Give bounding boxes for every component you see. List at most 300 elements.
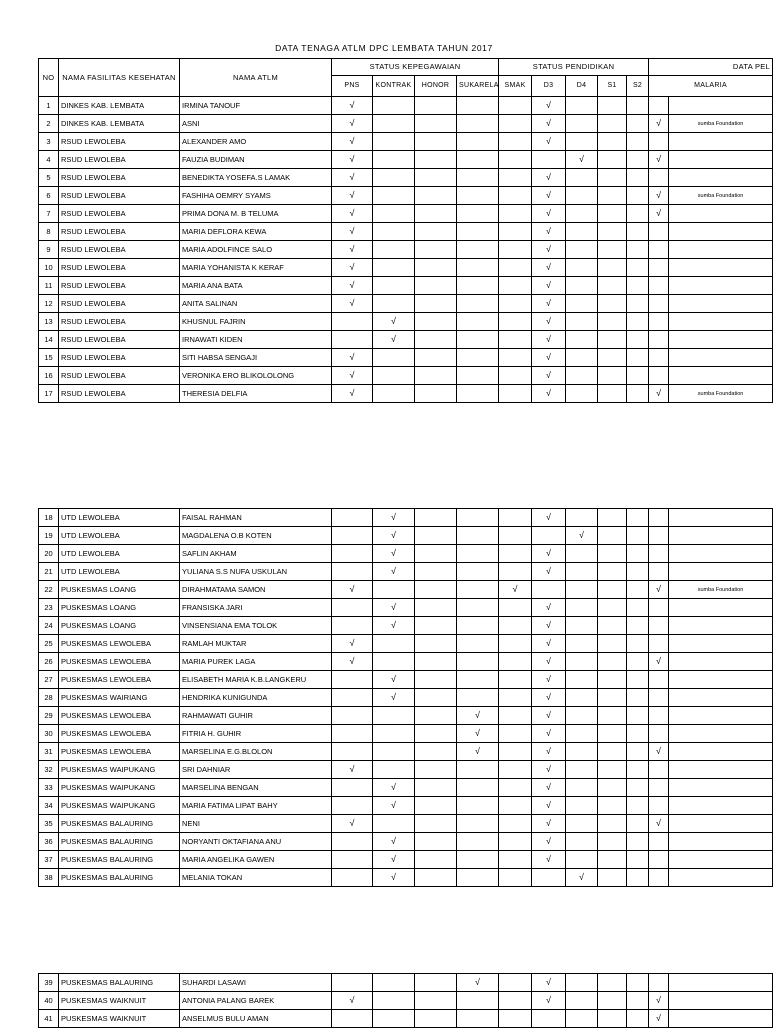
malaria-cell (649, 527, 669, 545)
s1-cell (598, 259, 627, 277)
header-name: NAMA ATLM (180, 59, 332, 97)
s2-cell (627, 295, 649, 313)
smak-cell (499, 205, 532, 223)
name-cell: FRANSISKA JARI (180, 599, 332, 617)
name-cell: ASNI (180, 115, 332, 133)
d4-cell (566, 671, 598, 689)
smak-cell (499, 599, 532, 617)
d3-check-mark: √ (532, 385, 566, 403)
kontrak-cell (373, 761, 415, 779)
note-cell (669, 617, 773, 635)
malaria-check-mark: √ (649, 1010, 669, 1028)
s2-cell (627, 974, 649, 992)
honor-cell (415, 833, 457, 851)
note-cell (669, 761, 773, 779)
row-number: 2 (39, 115, 59, 133)
kontrak-check-mark: √ (373, 833, 415, 851)
name-cell: KHUSNUL FAJRIN (180, 313, 332, 331)
name-cell: MARIA YOHANISTA K KERAF (180, 259, 332, 277)
smak-cell (499, 115, 532, 133)
row-number: 9 (39, 241, 59, 259)
name-cell: RAHMAWATI GUHIR (180, 707, 332, 725)
name-cell: MARIA ANA BATA (180, 277, 332, 295)
note-cell (669, 133, 773, 151)
table-row (39, 815, 773, 833)
sukarela-cell (457, 653, 499, 671)
row-number: 24 (39, 617, 59, 635)
s2-cell (627, 151, 649, 169)
d4-cell (566, 851, 598, 869)
smak-cell (499, 367, 532, 385)
d3-cell (532, 869, 566, 887)
sukarela-cell (457, 115, 499, 133)
s2-cell (627, 563, 649, 581)
s2-cell (627, 992, 649, 1010)
kontrak-cell (373, 349, 415, 367)
honor-cell (415, 599, 457, 617)
name-cell: FITRIA H. GUHIR (180, 725, 332, 743)
s1-cell (598, 851, 627, 869)
row-number: 14 (39, 331, 59, 349)
sukarela-cell (457, 367, 499, 385)
note-cell (669, 205, 773, 223)
honor-cell (415, 851, 457, 869)
facility-cell: PUSKESMAS WAIPUKANG (59, 797, 180, 815)
note-cell (669, 974, 773, 992)
kontrak-cell (373, 581, 415, 599)
header-sukarela: SUKARELA (457, 76, 499, 97)
malaria-cell (649, 833, 669, 851)
s1-cell (598, 599, 627, 617)
honor-cell (415, 992, 457, 1010)
honor-cell (415, 563, 457, 581)
malaria-cell (649, 974, 669, 992)
facility-cell: PUSKESMAS BALAURING (59, 833, 180, 851)
facility-cell: RSUD LEWOLEBA (59, 367, 180, 385)
staff-table-2 (38, 508, 773, 887)
s2-cell (627, 97, 649, 115)
d3-check-mark: √ (532, 205, 566, 223)
row-number: 17 (39, 385, 59, 403)
s1-cell (598, 689, 627, 707)
d3-check-mark: √ (532, 169, 566, 187)
sukarela-cell (457, 509, 499, 527)
d4-cell (566, 187, 598, 205)
malaria-cell (649, 689, 669, 707)
honor-cell (415, 151, 457, 169)
table-row (39, 725, 773, 743)
facility-cell: PUSKESMAS LEWOLEBA (59, 671, 180, 689)
row-number: 13 (39, 313, 59, 331)
d4-cell (566, 205, 598, 223)
table-row (39, 617, 773, 635)
smak-cell (499, 151, 532, 169)
name-cell: IRNAWATI KIDEN (180, 331, 332, 349)
d4-cell (566, 545, 598, 563)
s1-cell (598, 187, 627, 205)
malaria-cell (649, 169, 669, 187)
d4-cell (566, 331, 598, 349)
s2-cell (627, 815, 649, 833)
pns-check-mark: √ (332, 277, 373, 295)
table-row (39, 653, 773, 671)
row-number: 3 (39, 133, 59, 151)
row-number: 40 (39, 992, 59, 1010)
facility-cell: UTD LEWOLEBA (59, 509, 180, 527)
header-d4: D4 (566, 76, 598, 97)
sukarela-cell (457, 259, 499, 277)
smak-cell (499, 563, 532, 581)
table-row (39, 545, 773, 563)
header-kontrak: KONTRAK (373, 76, 415, 97)
d3-check-mark: √ (532, 761, 566, 779)
smak-cell (499, 974, 532, 992)
s2-cell (627, 205, 649, 223)
d3-check-mark: √ (532, 743, 566, 761)
s2-cell (627, 689, 649, 707)
smak-cell (499, 133, 532, 151)
sukarela-check-mark: √ (457, 974, 499, 992)
kontrak-cell (373, 653, 415, 671)
table-row (39, 851, 773, 869)
sukarela-cell (457, 761, 499, 779)
header-facility: NAMA FASILITAS KESEHATAN (59, 59, 180, 97)
smak-cell (499, 277, 532, 295)
s2-cell (627, 385, 649, 403)
honor-cell (415, 635, 457, 653)
d3-check-mark: √ (532, 313, 566, 331)
table-row (39, 869, 773, 887)
header-s2: S2 (627, 76, 649, 97)
table-row (39, 187, 773, 205)
kontrak-cell (373, 635, 415, 653)
s2-cell (627, 133, 649, 151)
pns-check-mark: √ (332, 187, 373, 205)
honor-cell (415, 259, 457, 277)
malaria-check-mark: √ (649, 992, 669, 1010)
kontrak-check-mark: √ (373, 509, 415, 527)
sukarela-cell (457, 833, 499, 851)
header-data-pel: DATA PEL (649, 59, 773, 76)
facility-cell: RSUD LEWOLEBA (59, 205, 180, 223)
d4-cell (566, 599, 598, 617)
honor-cell (415, 349, 457, 367)
kontrak-cell (373, 169, 415, 187)
smak-cell (499, 223, 532, 241)
header-malaria: MALARIA (649, 76, 773, 97)
s1-cell (598, 545, 627, 563)
pns-cell (332, 563, 373, 581)
facility-cell: PUSKESMAS BALAURING (59, 851, 180, 869)
malaria-cell (649, 797, 669, 815)
s1-cell (598, 277, 627, 295)
honor-cell (415, 223, 457, 241)
malaria-cell (649, 97, 669, 115)
note-cell (669, 992, 773, 1010)
pns-check-mark: √ (332, 385, 373, 403)
d4-cell (566, 974, 598, 992)
d4-cell (566, 797, 598, 815)
name-cell: MARIA ADOLFINCE SALO (180, 241, 332, 259)
malaria-check-mark: √ (649, 205, 669, 223)
honor-cell (415, 617, 457, 635)
table-row (39, 295, 773, 313)
facility-cell: RSUD LEWOLEBA (59, 295, 180, 313)
name-cell: NORYANTI OKTAFIANA ANU (180, 833, 332, 851)
d3-check-mark: √ (532, 689, 566, 707)
name-cell: DIRAHMATAMA SAMON (180, 581, 332, 599)
header-honor: HONOR (415, 76, 457, 97)
pns-check-mark: √ (332, 205, 373, 223)
smak-cell (499, 385, 532, 403)
s1-cell (598, 313, 627, 331)
sukarela-cell (457, 349, 499, 367)
malaria-cell (649, 869, 669, 887)
pns-cell (332, 689, 373, 707)
s1-cell (598, 331, 627, 349)
honor-cell (415, 725, 457, 743)
honor-cell (415, 797, 457, 815)
note-cell (669, 259, 773, 277)
pns-cell (332, 617, 373, 635)
s2-cell (627, 707, 649, 725)
row-number: 19 (39, 527, 59, 545)
s2-cell (627, 259, 649, 277)
d3-check-mark: √ (532, 563, 566, 581)
sukarela-cell (457, 599, 499, 617)
sukarela-cell (457, 851, 499, 869)
pns-check-mark: √ (332, 653, 373, 671)
kontrak-check-mark: √ (373, 599, 415, 617)
table-row (39, 133, 773, 151)
table-row (39, 385, 773, 403)
name-cell: BENEDIKTA YOSEFA.S LAMAK (180, 169, 332, 187)
row-number: 28 (39, 689, 59, 707)
d4-cell (566, 385, 598, 403)
d4-check-mark: √ (566, 869, 598, 887)
honor-cell (415, 205, 457, 223)
table-block-3 (38, 973, 721, 1024)
facility-cell: UTD LEWOLEBA (59, 545, 180, 563)
smak-cell (499, 295, 532, 313)
malaria-cell (649, 617, 669, 635)
name-cell: ALEXANDER AMO (180, 133, 332, 151)
row-number: 33 (39, 779, 59, 797)
table-row (39, 797, 773, 815)
kontrak-check-mark: √ (373, 527, 415, 545)
s1-cell (598, 635, 627, 653)
name-cell: MAGDALENA O.B KOTEN (180, 527, 332, 545)
d4-cell (566, 295, 598, 313)
d4-cell (566, 689, 598, 707)
d4-cell (566, 509, 598, 527)
sukarela-cell (457, 187, 499, 205)
s1-cell (598, 581, 627, 599)
sukarela-cell (457, 992, 499, 1010)
s2-cell (627, 349, 649, 367)
kontrak-cell (373, 707, 415, 725)
d3-check-mark: √ (532, 617, 566, 635)
pns-check-mark: √ (332, 349, 373, 367)
name-cell: ANITA SALINAN (180, 295, 332, 313)
row-number: 37 (39, 851, 59, 869)
malaria-cell (649, 671, 669, 689)
name-cell: RAMLAH MUKTAR (180, 635, 332, 653)
honor-cell (415, 115, 457, 133)
malaria-check-mark: √ (649, 151, 669, 169)
d3-check-mark: √ (532, 815, 566, 833)
row-number: 20 (39, 545, 59, 563)
smak-cell (499, 689, 532, 707)
smak-cell (499, 671, 532, 689)
note-cell (669, 331, 773, 349)
pns-cell (332, 869, 373, 887)
honor-cell (415, 815, 457, 833)
name-cell: MARSELINA E.G.BLOLON (180, 743, 332, 761)
s2-cell (627, 277, 649, 295)
s2-cell (627, 779, 649, 797)
d3-check-mark: √ (532, 331, 566, 349)
s2-cell (627, 671, 649, 689)
note-cell: sumba Foundation (669, 385, 773, 403)
facility-cell: PUSKESMAS BALAURING (59, 974, 180, 992)
d3-check-mark: √ (532, 653, 566, 671)
kontrak-cell (373, 223, 415, 241)
kontrak-cell (373, 133, 415, 151)
honor-cell (415, 707, 457, 725)
smak-cell (499, 743, 532, 761)
name-cell: SRI DAHNIAR (180, 761, 332, 779)
s1-cell (598, 223, 627, 241)
sukarela-cell (457, 169, 499, 187)
sukarela-cell (457, 241, 499, 259)
facility-cell: PUSKESMAS WAIPUKANG (59, 779, 180, 797)
smak-cell (499, 527, 532, 545)
name-cell: FAUZIA BUDIMAN (180, 151, 332, 169)
s1-cell (598, 671, 627, 689)
s1-cell (598, 617, 627, 635)
note-cell (669, 97, 773, 115)
row-number: 6 (39, 187, 59, 205)
s1-cell (598, 833, 627, 851)
malaria-cell (649, 761, 669, 779)
d4-cell (566, 97, 598, 115)
name-cell: YULIANA S.S NUFA USKULAN (180, 563, 332, 581)
d3-check-mark: √ (532, 509, 566, 527)
s1-cell (598, 1010, 627, 1028)
s1-cell (598, 815, 627, 833)
note-cell (669, 833, 773, 851)
d4-cell (566, 223, 598, 241)
kontrak-cell (373, 815, 415, 833)
name-cell: NENI (180, 815, 332, 833)
note-cell (669, 815, 773, 833)
facility-cell: RSUD LEWOLEBA (59, 277, 180, 295)
row-number: 31 (39, 743, 59, 761)
d4-cell (566, 617, 598, 635)
pns-check-mark: √ (332, 241, 373, 259)
kontrak-cell (373, 97, 415, 115)
sukarela-cell (457, 1010, 499, 1028)
d3-check-mark: √ (532, 851, 566, 869)
smak-cell (499, 869, 532, 887)
name-cell: MARIA PUREK LAGA (180, 653, 332, 671)
d3-check-mark: √ (532, 187, 566, 205)
staff-table-3 (38, 973, 773, 1028)
table-row (39, 151, 773, 169)
d4-cell (566, 349, 598, 367)
table-row (39, 992, 773, 1010)
pns-check-mark: √ (332, 223, 373, 241)
table-row (39, 97, 773, 115)
kontrak-check-mark: √ (373, 797, 415, 815)
d3-check-mark: √ (532, 797, 566, 815)
pns-cell (332, 545, 373, 563)
note-cell (669, 509, 773, 527)
sukarela-cell (457, 635, 499, 653)
malaria-cell (649, 295, 669, 313)
d4-cell (566, 653, 598, 671)
d4-cell (566, 259, 598, 277)
table-row (39, 707, 773, 725)
facility-cell: RSUD LEWOLEBA (59, 331, 180, 349)
sukarela-cell (457, 313, 499, 331)
malaria-check-mark: √ (649, 653, 669, 671)
d3-check-mark: √ (532, 295, 566, 313)
kontrak-cell (373, 115, 415, 133)
sukarela-cell (457, 385, 499, 403)
smak-cell (499, 241, 532, 259)
d4-cell (566, 815, 598, 833)
malaria-cell (649, 133, 669, 151)
smak-cell (499, 259, 532, 277)
pns-cell (332, 743, 373, 761)
table-row (39, 241, 773, 259)
s1-cell (598, 367, 627, 385)
pns-check-mark: √ (332, 815, 373, 833)
sukarela-cell (457, 869, 499, 887)
note-cell (669, 349, 773, 367)
table-row (39, 349, 773, 367)
row-number: 32 (39, 761, 59, 779)
honor-cell (415, 97, 457, 115)
kontrak-cell (373, 277, 415, 295)
pns-cell (332, 851, 373, 869)
kontrak-check-mark: √ (373, 869, 415, 887)
table-row (39, 169, 773, 187)
s1-cell (598, 205, 627, 223)
kontrak-cell (373, 974, 415, 992)
s1-cell (598, 527, 627, 545)
d3-check-mark: √ (532, 241, 566, 259)
smak-cell (499, 761, 532, 779)
malaria-cell (649, 241, 669, 259)
table-row (39, 223, 773, 241)
facility-cell: RSUD LEWOLEBA (59, 187, 180, 205)
pns-check-mark: √ (332, 581, 373, 599)
kontrak-check-mark: √ (373, 851, 415, 869)
header-pns: PNS (332, 76, 373, 97)
table-row (39, 635, 773, 653)
note-cell (669, 797, 773, 815)
table-row (39, 833, 773, 851)
honor-cell (415, 331, 457, 349)
note-cell (669, 563, 773, 581)
honor-cell (415, 689, 457, 707)
note-cell (669, 277, 773, 295)
d3-check-mark: √ (532, 779, 566, 797)
note-cell (669, 313, 773, 331)
